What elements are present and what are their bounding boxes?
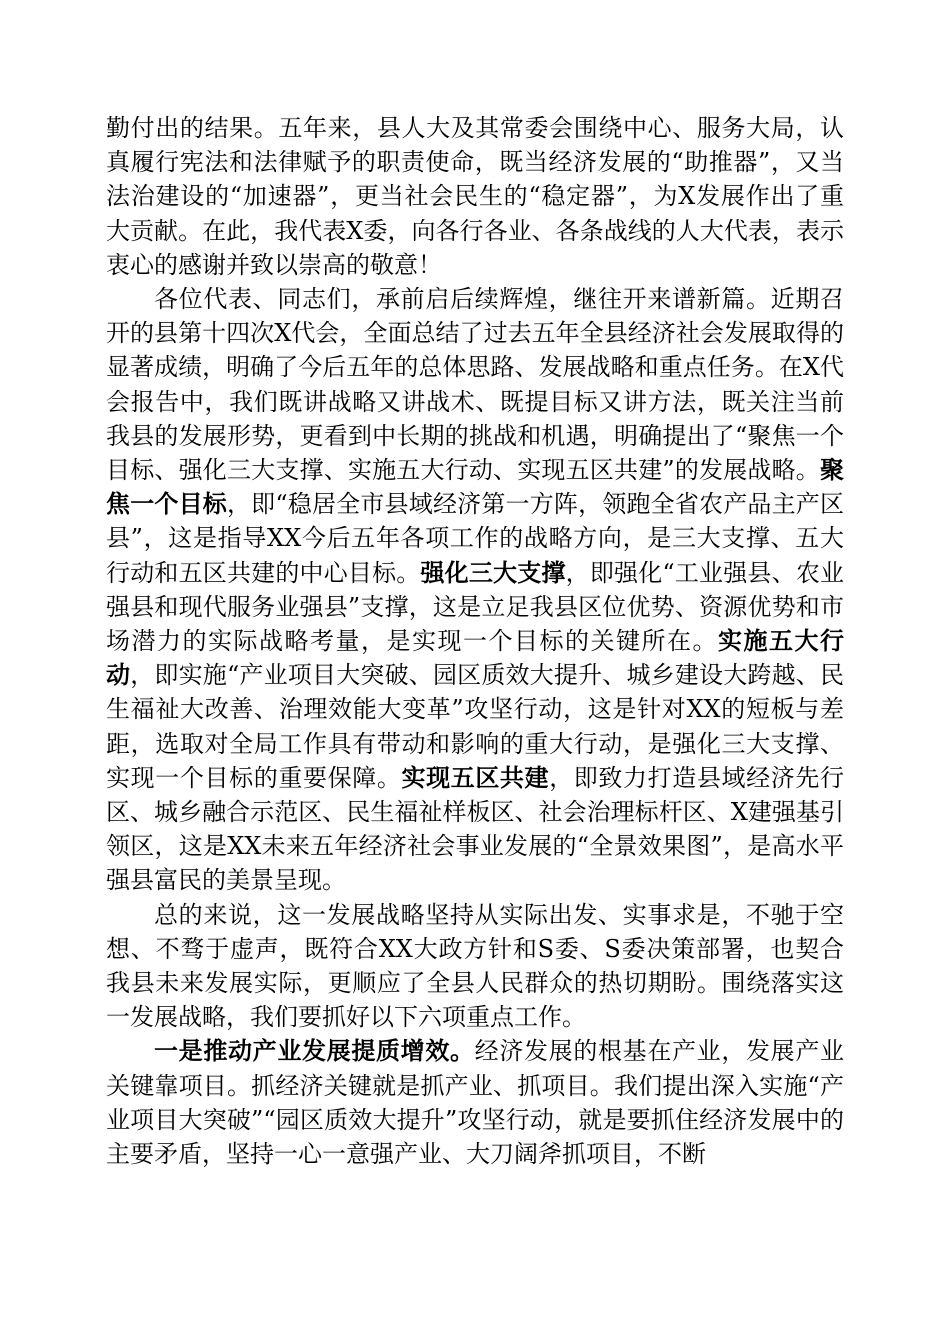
paragraph-text: ，即实施“产业项目大突破、园区质效大提升、城乡建设大跨越、民生福祉大改善、治理效能大变革”攻坚行动，这是针对XX的短板与差距，选取对全局工作具有带动和影响的重大行动，是强化三大支撑、实现一个目标的重要保障。 <box>106 661 844 792</box>
bold-heading-five-actions: 实施五大行动 <box>106 626 844 690</box>
paragraph-4 <box>106 1034 844 1171</box>
bold-heading-industry: 一是推动产业发展提质增效。 <box>154 1036 475 1066</box>
bold-heading-five-zones: 实现五区共建 <box>401 762 550 792</box>
paragraph-2 <box>106 282 844 898</box>
paragraph-text: 各位代表、同志们，承前启后续辉煌，继往开来谱新篇。近期召开的县第十四次X代会，全面总结了过去五年全县经济社会发展取得的显著成绩，明确了今后五年的总体思路、发展战略和重点任务。在X代会报告中，我们既讲战略又讲战术、既提目标又讲方法，既关注当前我县的发展形势，更看到中长期的挑战和机遇，明确提出了“聚焦一个目标、强化三大支撑、实施五大行动、实现五区共建”的发展战略。 <box>106 285 844 485</box>
paragraph-3 <box>106 898 844 1035</box>
paragraph-1 <box>106 111 844 282</box>
bold-heading-three-supports: 强化三大支撑 <box>420 557 566 587</box>
paragraph-text: 勤付出的结果。五年来，县人大及其常委会围绕中心、服务大局，认真履行宪法和法律赋予的职责使命，既当经济发展的“助推器”，又当法治建设的“加速器”，更当社会民生的“稳定器”，为X发展作出了重大贡献。在此，我代表X委，向各行各业、各条战线的人大代表，表示衷心的感谢并致以崇高的敬意！ <box>106 114 844 279</box>
paragraph-text: ，即“稳居全市县域经济第一方阵，领跑全省农产品主产区县”，这是指导XX今后五年各项工作的战略方向，是三大支撑、五大行动和五区共建的中心目标。 <box>106 490 844 587</box>
paragraph-text: 经济发展的根基在产业，发展产业关键靠项目。抓经济关键就是抓产业、抓项目。我们提出深入实施“产业项目大突破”“园区质效大提升”攻坚行动，就是要抓住经济发展中的主要矛盾，坚持一心一意强产业、大刀阔斧抓项目，不断 <box>106 1037 845 1169</box>
paragraph-text: 总的来说，这一发展战略坚持从实际出发、实事求是，不驰于空想、不骛于虚声，既符合XX大政方针和S委、S委决策部署，也契合我县未来发展实际，更顺应了全县人民群众的热切期盼。围绕落实这一发展战略，我们要抓好以下六项重点工作。 <box>106 900 844 1032</box>
paragraph-text: ，即致力打造县域经济先行区、城乡融合示范区、民生福祉样板区、社会治理标杆区、X建强基引领区，这是XX未来五年经济社会事业发展的“全景效果图”，是高水平强县富民的美景呈现。 <box>106 763 845 895</box>
document-page <box>106 111 844 1171</box>
bold-heading-focus-goal: 聚焦一个目标 <box>106 455 844 519</box>
paragraph-text: ，即强化“工业强县、农业强县和现代服务业强县”支撑，这是立足我县区位优势、资源优势和市场潜力的实际战略考量，是实现一个目标的关键所在。 <box>106 558 845 656</box>
